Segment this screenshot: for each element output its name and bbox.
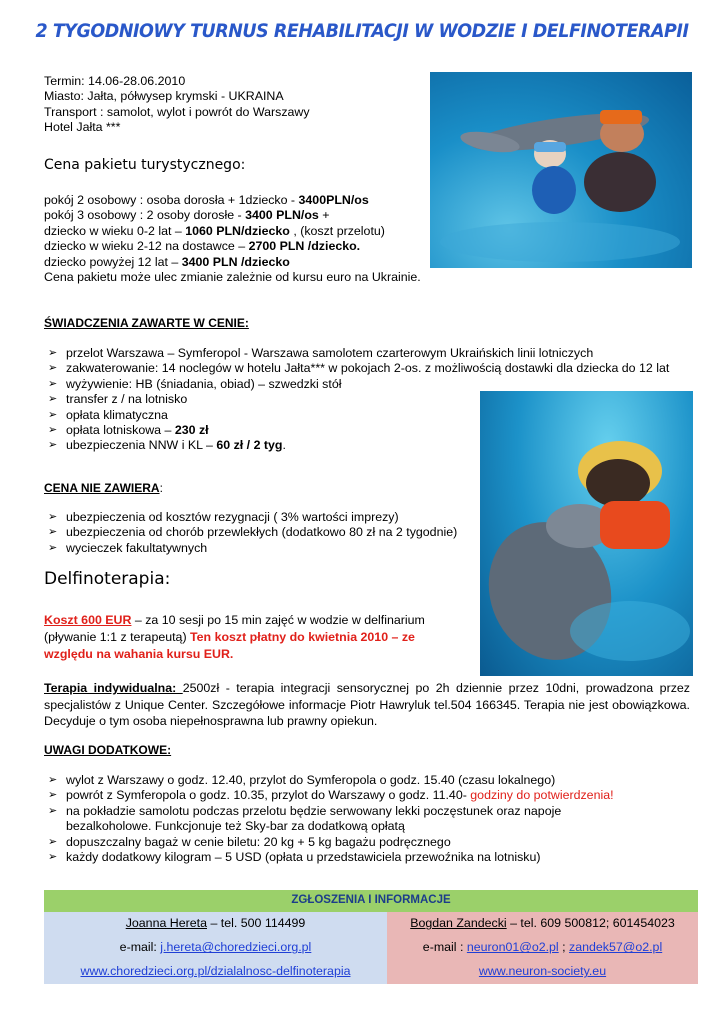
page-title: 2 TYGODNIOWY TURNUS REHABILITACJI W WODZIE I DELFINOTERAPII — [35, 20, 689, 42]
price-row-3-person-room — [44, 208, 434, 223]
arrow-bullet-icon: ➢ — [48, 362, 58, 375]
price-value: 3400 PLN /dziecko — [181, 254, 290, 269]
price-row-label: pokój 2 osobowy : osoba dorosła + 1dziecko - — [44, 193, 299, 207]
arrow-bullet-icon: ➢ — [48, 851, 58, 864]
list-item-text: transfer z / na lotnisko — [66, 392, 188, 407]
list-item-text: opłata lotniskowa – — [66, 423, 175, 438]
price-row-label: pokój 3 osobowy : 2 osoby dorosłe - — [44, 208, 246, 223]
contact-left-www — [44, 960, 387, 984]
therapy-label: Terapia indywidualna: — [44, 681, 183, 695]
list-item — [44, 510, 469, 525]
email-separator: ; — [558, 940, 570, 955]
contact-name: Bogdan Zandecki — [410, 916, 507, 931]
contact-right-email — [387, 936, 698, 960]
delfinoterapia-text — [44, 612, 484, 663]
notes-heading: UWAGI DODATKOWE: — [44, 743, 172, 757]
arrow-bullet-icon: ➢ — [48, 393, 58, 406]
arrow-bullet-icon: ➢ — [48, 347, 58, 359]
email-label: e-mail : — [422, 940, 467, 955]
delfino-text: (pływanie 1:1 z terapeutą) — [44, 630, 191, 644]
delfino-cost: Koszt 600 EUR — [44, 613, 132, 627]
price-row-label: dziecko powyżej 12 lat – — [44, 254, 182, 269]
price-row-label: dziecko w wieku 2-12 na dostawce – — [44, 239, 249, 254]
delfino-warning: Ten koszt płatny do kwietnia 2010 – ze — [190, 630, 415, 644]
contact-left-person — [44, 912, 387, 936]
info-term: Termin: 14.06-28.06.2010 — [44, 74, 186, 88]
list-item-text: zakwaterowanie: 14 noclegów w hotelu Jałta*** w pokojach 2-os. z możliwością dostawki dla dziecka do 12 lat — [66, 361, 670, 376]
list-item-text: opłata klimatyczna — [66, 407, 168, 422]
arrow-bullet-icon: ➢ — [48, 804, 58, 817]
price-list — [44, 193, 434, 285]
email-link[interactable]: neuron01@o2.pl — [466, 940, 559, 955]
list-item-value: 60 zł / 2 tyg — [216, 438, 283, 453]
list-item-text: powrót z Symferopola o godz. 10.35, przylot do Warszawy o godz. 11.40- — [66, 788, 471, 803]
email-link[interactable]: j.hereta@choredzieci.org.pl — [160, 940, 312, 955]
list-item-text: ubezpieczenia od kosztów rezygnacji ( 3% wartości imprezy) — [66, 510, 399, 524]
dolphin-photo-2-illustration — [480, 391, 693, 676]
list-item — [44, 377, 684, 392]
list-item-text: dopuszczalny bagaż w cenie biletu: 20 kg + 5 kg bagażu podręcznego — [66, 834, 451, 849]
arrow-bullet-icon: ➢ — [48, 835, 58, 848]
contact-phone: – tel. 500 114499 — [207, 916, 306, 931]
excluded-heading-row — [44, 481, 163, 496]
delfino-line-1 — [44, 612, 484, 629]
arrow-bullet-icon: ➢ — [48, 774, 58, 786]
arrow-bullet-icon: ➢ — [48, 424, 58, 437]
price-row-child-over-12 — [44, 255, 434, 270]
excluded-list — [44, 510, 469, 556]
list-item — [44, 788, 684, 803]
price-value: 3400 PLN/os — [245, 208, 319, 223]
list-item-text: ubezpieczenia NNW i KL – — [66, 438, 217, 453]
price-row-2-person-room — [44, 193, 434, 208]
price-value: 3400PLN/os — [298, 193, 369, 207]
dolphin-photo-1 — [430, 72, 692, 268]
contact-right-person — [387, 912, 698, 936]
arrow-bullet-icon: ➢ — [48, 541, 58, 554]
price-row-child-0-2 — [44, 224, 434, 239]
price-row-suffix: + — [318, 208, 330, 223]
contact-right-www — [387, 960, 698, 984]
list-item-text: każdy dodatkowy kilogram – 5 USD (opłata u przedstawiciela przewoźnika na lotnisku) — [66, 850, 541, 865]
price-value: 2700 PLN /dziecko. — [248, 239, 361, 254]
list-item — [44, 346, 684, 361]
price-row-label: dziecko w wieku 0-2 lat – — [44, 223, 186, 238]
price-value: 1060 PLN/dziecko — [185, 223, 290, 238]
price-note: Cena pakietu może ulec zmianie zależnie od kursu euro na Ukrainie. — [44, 270, 421, 285]
delfino-text: – za 10 sesji po 15 min zajęć w wodzie w delfinarium — [131, 613, 425, 627]
list-item — [44, 835, 684, 850]
dolphin-photo-2 — [480, 391, 693, 676]
list-item — [44, 773, 684, 788]
arrow-bullet-icon: ➢ — [48, 408, 58, 421]
email-label: e-mail: — [119, 940, 161, 955]
list-item-text: wyżywienie: HB (śniadania, obiad) – szwedzki stół — [66, 376, 342, 391]
list-item — [44, 850, 684, 865]
list-item — [44, 361, 684, 376]
list-item-text: na pokładzie samolotu podczas przelotu będzie serwowany lekki poczęstunek oraz napoje bezalkoholowe. Funkcjonuje też Sky-bar za dodatkową opłatą — [66, 803, 562, 834]
dolphin-photo-1-illustration — [430, 72, 692, 268]
info-hotel: Hotel Jałta *** — [44, 120, 121, 135]
list-item — [44, 541, 469, 556]
list-item-text: przelot Warszawa – Symferopol - Warszawa samolotem czarterowym Ukraińskich linii lotniczych — [66, 346, 594, 360]
price-row-child-2-12 — [44, 239, 434, 254]
arrow-bullet-icon: ➢ — [48, 511, 58, 523]
website-link[interactable]: www.choredzieci.org.pl/dzialalnosc-delfinoterapia — [80, 964, 351, 979]
included-heading: ŚWIADCZENIA ZAWARTE W CENIE: — [44, 316, 249, 330]
contact-name: Joanna Hereta — [125, 916, 207, 931]
contact-header: ZGŁOSZENIA I INFORMACJE — [44, 890, 698, 912]
contact-left-email — [44, 936, 387, 960]
contact-table — [44, 890, 698, 984]
trip-info — [44, 74, 310, 136]
arrow-bullet-icon: ➢ — [48, 526, 58, 539]
list-item-value: 230 zł — [174, 423, 209, 438]
list-item-text: wycieczek fakultatywnych — [66, 540, 208, 555]
price-heading: Cena pakietu turystycznego: — [44, 157, 246, 173]
arrow-bullet-icon: ➢ — [48, 789, 58, 802]
list-item-text: ubezpieczenia od chorób przewlekłych (dodatkowo 80 zł na 2 tygodnie) — [66, 525, 458, 540]
price-row-suffix: , (koszt przelotu) — [289, 223, 385, 238]
excluded-heading-colon: : — [159, 481, 163, 495]
delfino-line-2 — [44, 629, 484, 646]
arrow-bullet-icon: ➢ — [48, 439, 58, 452]
info-transport: Transport : samolot, wylot i powrót do Warszawy — [44, 104, 310, 119]
arrow-bullet-icon: ➢ — [48, 377, 58, 390]
list-item-text: wylot z Warszawy o godz. 12.40, przylot do Symferopola o godz. 15.40 (czasu lokalnego) — [66, 773, 556, 787]
contact-phone: – tel. 609 500812; 601454023 — [506, 916, 675, 931]
email-link[interactable]: zandek57@o2.pl — [569, 940, 663, 955]
therapy-text: 2500zł - terapia integracji sensorycznej po 2h dziennie przez 10dni, prowadzona przez specjalistów z Unique Center. Szczegółowe informacje Piotr Hawryluk tel.504 166345. Terapia nie jest obowiązkowa. Decyduje o tym osoba niepełnosprawna lub prawny opiekun. — [44, 681, 690, 729]
list-item — [44, 804, 626, 835]
notes-list — [44, 773, 684, 865]
excluded-heading: CENA NIE ZAWIERA — [44, 481, 160, 495]
list-item-warning: godziny do potwierdzenia! — [470, 788, 614, 803]
therapy-paragraph — [44, 680, 690, 730]
list-item-suffix: . — [282, 438, 286, 453]
website-link[interactable]: www.neuron-society.eu — [478, 964, 607, 979]
list-item — [44, 525, 469, 540]
delfinoterapia-heading: Delfinoterapia: — [44, 569, 171, 589]
info-city: Miasto: Jałta, półwysep krymski - UKRAINA — [44, 89, 284, 104]
delfino-warning-cont: względu na wahania kursu EUR. — [44, 647, 234, 661]
